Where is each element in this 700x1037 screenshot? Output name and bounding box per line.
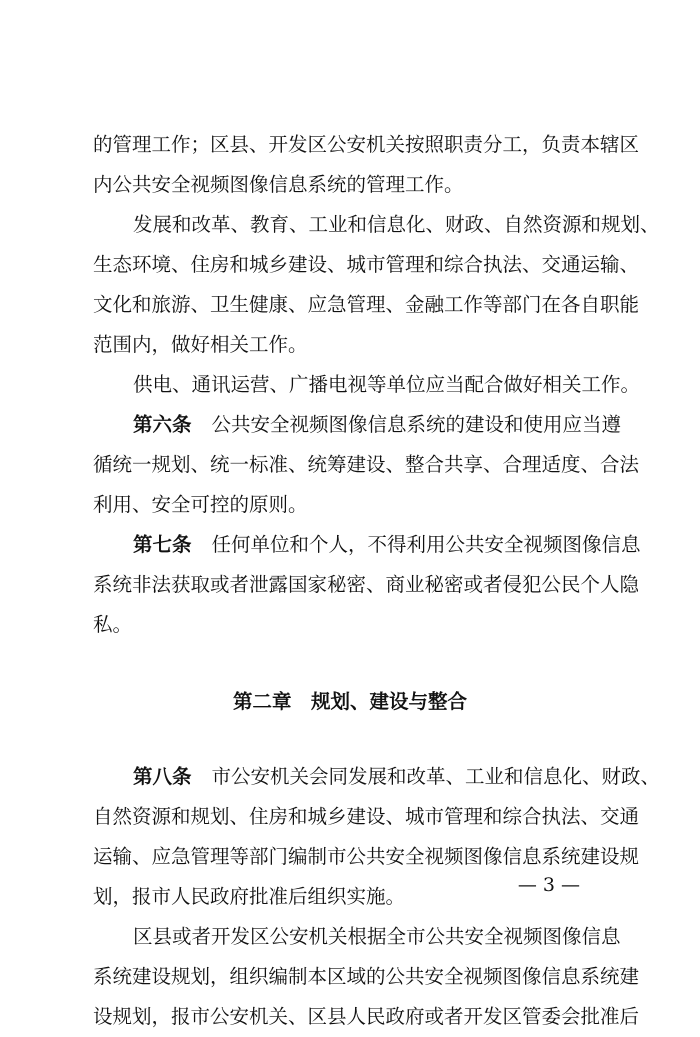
text-line: 区县或者开发区公安机关根据全市公共安全视频图像信息 <box>133 925 621 948</box>
text-line: 设规划，报市公安机关、区县人民政府或者开发区管委会批准后 <box>93 1005 640 1028</box>
text-line: 生态环境、住房和城乡建设、城市管理和综合执法、交通运输、 <box>93 253 640 276</box>
text-line: 划，报市人民政府批准后组织实施。 <box>93 885 406 908</box>
article-7-heading: 第七条 <box>133 533 192 556</box>
article-8-first-line <box>133 757 661 797</box>
text-line: 范围内，做好相关工作。 <box>93 333 308 356</box>
text-line: 公共安全视频图像信息系统的建设和使用应当遵 <box>211 413 622 436</box>
text-line: 发展和改革、教育、工业和信息化、财政、自然资源和规划、 <box>133 213 660 236</box>
text-line: 内公共安全视频图像信息系统的管理工作。 <box>93 173 464 196</box>
page-number: — 3 — <box>517 874 580 896</box>
text-line: 任何单位和个人，不得利用公共安全视频图像信息 <box>211 533 641 556</box>
text-line: 利用、安全可控的原则。 <box>93 493 308 516</box>
article-7-first-line <box>133 525 641 565</box>
text-line: 系统非法获取或者泄露国家秘密、商业秘密或者侵犯公民个人隐 <box>93 573 640 596</box>
article-6-first-line <box>133 405 622 445</box>
article-8-heading: 第八条 <box>133 765 192 788</box>
chapter-title: 第二章 规划、建设与整合 <box>232 690 467 713</box>
text-line: 私。 <box>93 613 133 636</box>
text-line: 文化和旅游、卫生健康、应急管理、金融工作等部门在各自职能 <box>93 293 640 316</box>
text-line: 市公安机关会同发展和改革、工业和信息化、财政、 <box>211 765 661 788</box>
text-line: 自然资源和规划、住房和城乡建设、城市管理和综合执法、交通 <box>93 805 640 828</box>
text-line: 循统一规划、统一标准、统筹建设、整合共享、合理适度、合法 <box>93 453 640 476</box>
text-line: 系统建设规划，组织编制本区域的公共安全视频图像信息系统建 <box>93 965 640 988</box>
text-line: 的管理工作；区县、开发区公安机关按照职责分工，负责本辖区 <box>93 133 640 156</box>
text-line: 供电、通讯运营、广播电视等单位应当配合做好相关工作。 <box>133 373 641 396</box>
text-line: 运输、应急管理等部门编制市公共安全视频图像信息系统建设规 <box>93 845 640 868</box>
article-6-heading: 第六条 <box>133 413 192 436</box>
